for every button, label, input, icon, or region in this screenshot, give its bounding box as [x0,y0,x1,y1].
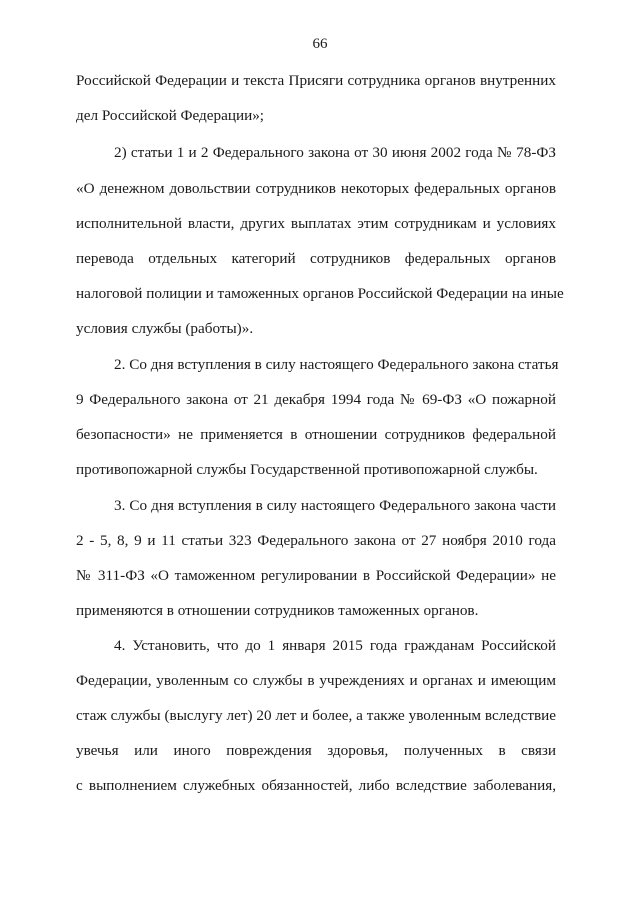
text-line: 2) статьи 1 и 2 Федерального закона от 30 июня 2002 года № 78-ФЗ [114,144,556,161]
text-line: условия службы (работы)». [76,320,254,337]
text-line: 3. Со дня вступления в силу настоящего Федерального закона части [114,497,556,514]
text-line: стаж службы (выслугу лет) 20 лет и более, а также уволенным вследствие [76,707,556,724]
text-line: увечья или иного повреждения здоровья, полученных в связи [76,742,556,759]
text-line: 2. Со дня вступления в силу настоящего Федерального закона статья [114,356,559,373]
text-line: противопожарной службы Государственной противопожарной службы. [76,461,538,478]
text-line: 9 Федерального закона от 21 декабря 1994 года № 69-ФЗ «О пожарной [76,391,556,408]
text-line: Федерации, уволенным со службы в учреждениях и органах и имеющим [76,672,556,689]
text-line: применяются в отношении сотрудников таможенных органов. [76,602,479,619]
text-line: налоговой полиции и таможенных органов Российской Федерации на иные [76,285,564,302]
text-line: с выполнением служебных обязанностей, либо вследствие заболевания, [76,777,556,794]
text-line: 4. Установить, что до 1 января 2015 года гражданам Российской [114,637,556,654]
text-line: дел Российской Федерации»; [76,107,265,124]
text-line: «О денежном довольствии сотрудников некоторых федеральных органов [76,180,556,197]
text-line: безопасности» не применяется в отношении сотрудников федеральной [76,426,556,443]
text-line: Российской Федерации и текста Присяги сотрудника органов внутренних [76,72,556,89]
text-line: № 311-ФЗ «О таможенном регулировании в Российской Федерации» не [76,567,556,584]
page-number: 66 [312,36,328,52]
text-line: 2 - 5, 8, 9 и 11 статьи 323 Федерального закона от 27 ноября 2010 года [76,532,556,549]
text-line: исполнительной власти, других выплатах этим сотрудникам и условиях [76,215,556,232]
text-line: перевода отдельных категорий сотрудников федеральных органов [76,250,556,267]
